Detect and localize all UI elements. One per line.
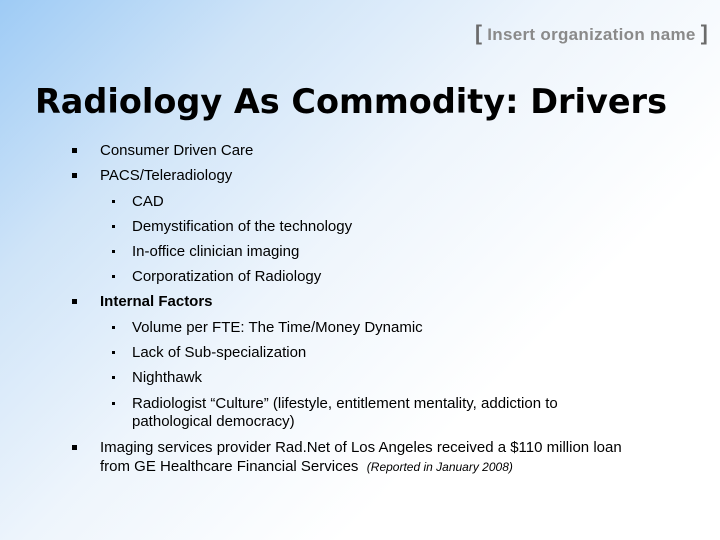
square-bullet-icon bbox=[72, 173, 77, 178]
bullet-text: PACS/Teleradiology bbox=[100, 167, 233, 184]
sub-bullet-text: Volume per FTE: The Time/Money Dynamic bbox=[132, 319, 423, 336]
bullet-text-line-2: from GE Healthcare Financial Services bbox=[100, 458, 359, 475]
bullet-text: Consumer Driven Care bbox=[100, 142, 254, 159]
square-bullet-icon bbox=[112, 402, 115, 405]
square-bullet-icon bbox=[112, 275, 115, 278]
square-bullet-icon bbox=[112, 351, 115, 354]
bullet-text: Internal Factors bbox=[100, 293, 213, 310]
bracket-close: ] bbox=[700, 22, 708, 45]
sub-bullet-text: Lack of Sub-specialization bbox=[132, 344, 307, 361]
sub-bullet-text: CAD bbox=[132, 193, 164, 210]
square-bullet-icon bbox=[112, 326, 115, 329]
bullet-text-line-2-wrapper bbox=[100, 458, 513, 476]
bullet-text-line-1: Imaging services provider Rad.Net of Los Angeles received a $110 million loan bbox=[100, 439, 622, 456]
square-bullet-icon bbox=[112, 376, 115, 379]
sub-bullet-text: In-office clinician imaging bbox=[132, 243, 300, 260]
sub-bullet-text-line-1: Radiologist “Culture” (lifestyle, entitlement mentality, addiction to bbox=[132, 395, 558, 412]
square-bullet-icon bbox=[72, 445, 77, 450]
organization-name: Insert organization name bbox=[487, 25, 696, 44]
square-bullet-icon bbox=[112, 225, 115, 228]
sub-bullet-text: Demystification of the technology bbox=[132, 218, 353, 235]
square-bullet-icon bbox=[72, 148, 77, 153]
organization-name-placeholder bbox=[475, 22, 708, 46]
report-date-note: (Reported in January 2008) bbox=[366, 460, 513, 474]
square-bullet-icon bbox=[72, 299, 77, 304]
square-bullet-icon bbox=[112, 200, 115, 203]
bracket-open: [ bbox=[474, 22, 483, 45]
square-bullet-icon bbox=[112, 250, 115, 253]
slide-title: Radiology As Commodity: Drivers bbox=[35, 82, 668, 121]
sub-bullet-text: Corporatization of Radiology bbox=[132, 268, 322, 285]
sub-bullet-text: Nighthawk bbox=[132, 369, 203, 386]
sub-bullet-text-line-2: pathological democracy) bbox=[132, 413, 295, 430]
